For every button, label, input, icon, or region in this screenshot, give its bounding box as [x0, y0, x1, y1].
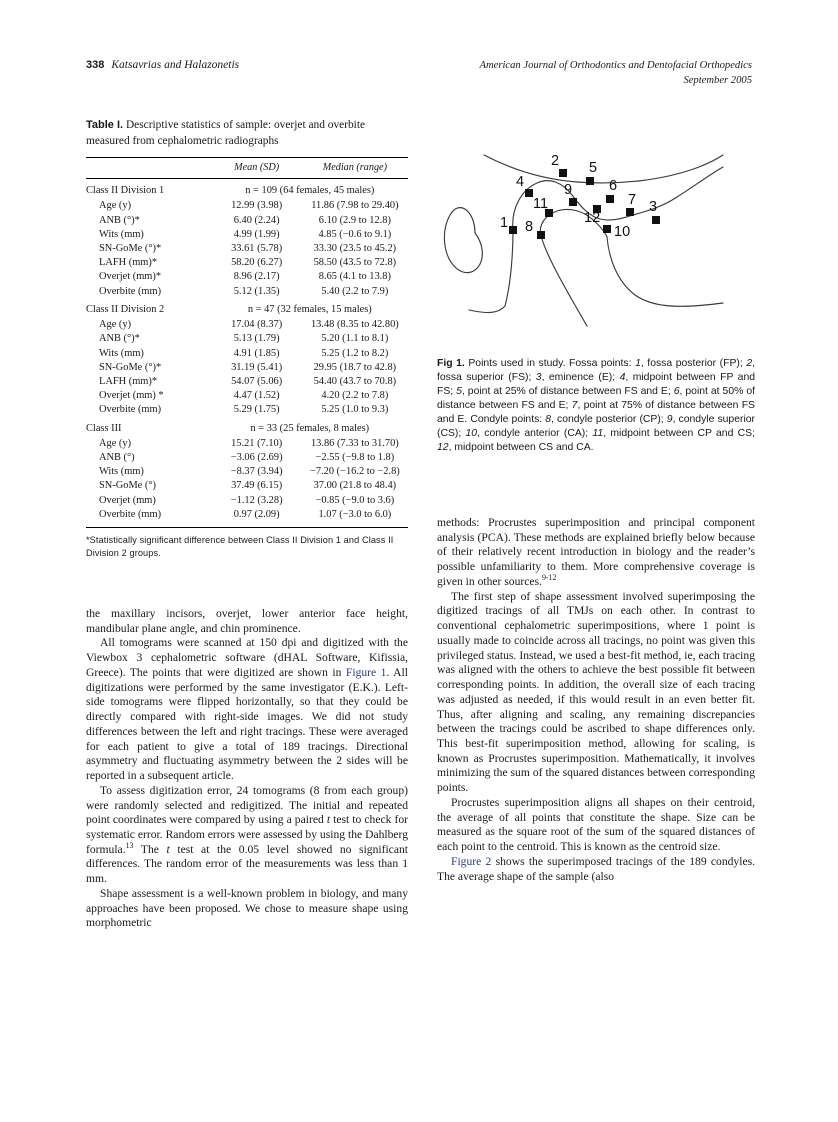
figure-point-text-6: , point at 50% of distance between FS and E;: [437, 385, 755, 411]
table-row: [86, 347, 408, 361]
paragraph: [437, 590, 755, 796]
landmark-label-1: 1: [500, 215, 509, 231]
row-label: Age (y): [99, 437, 132, 449]
row-mean-sd: 12.99 (3.98): [231, 200, 283, 212]
row-median-range: 54.40 (43.7 to 70.8): [313, 375, 397, 387]
row-mean-sd: 31.19 (5.41): [231, 361, 283, 373]
table-row: [86, 480, 408, 494]
figure-label: Fig 1.: [437, 358, 465, 369]
posterior-descending-curve: [469, 230, 513, 313]
table-bottom-rule: [86, 528, 408, 529]
table-row: [86, 228, 408, 242]
table-row: [86, 389, 408, 403]
table-row: [86, 375, 408, 389]
row-median-range: 1.07 (−3.0 to 6.0): [318, 508, 392, 520]
figure-point-text-2: , fossa superior (FS);: [437, 358, 755, 383]
text-run: The first step of shape assessment involved superimposing the digitized tracings of all TMJs on each other. In contrast to conventional cephalometric superimpositions, where 1 point is usually made to coincide across all tracings, no point was given this privileged status. Instead, we used a best-fit method, ie, each tracing was aligned with the others to achieve the best possible fit between corresponding points. In addition, the overall size of each tracing was adjusted as needed, if this would result in an even better fit. Thus, after aligning and scaling, any remaining discrepancies between the tracings could be ascribed to shape differences only. This best-fit superimposition method, allowing for scaling, is known as Procrustes superimposition. Mathematically, it involves minimizing the sum of the squared distances between corresponding points.: [437, 589, 755, 795]
row-label: LAFH (mm)*: [99, 257, 158, 269]
row-mean-sd: 33.61 (5.78): [231, 243, 283, 254]
figure-1-caption: [437, 357, 755, 455]
row-median-range: 5.20 (1.1 to 8.1): [321, 333, 389, 345]
table-row: [86, 214, 408, 228]
group-name: Class II Division 1: [86, 179, 212, 200]
landmark-point-3: [652, 216, 660, 224]
table-group-header-row: [86, 418, 408, 437]
right-column-body: [437, 516, 755, 884]
row-label: ANB (°): [99, 452, 135, 464]
landmark-label-11: 11: [533, 196, 549, 212]
running-head-right: [480, 58, 752, 89]
condyle-neck-left-curve: [541, 236, 587, 326]
issue-date: September 2005: [683, 75, 752, 87]
figure-caption-intro: Points used in study. Fossa points:: [464, 358, 636, 369]
condyle-neck-right-curve: [607, 237, 723, 306]
row-label: ANB (°)*: [99, 333, 140, 345]
tmj-tracing-diagram: [437, 123, 755, 341]
row-label: Wits (mm): [99, 466, 144, 478]
figure-point-num-12: 12: [437, 441, 449, 453]
figure-point-text-8: , condyle posterior (CP);: [551, 413, 667, 425]
figure-point-text-7: , point at 75% of distance between FS and E. Condyle points:: [437, 399, 755, 425]
table-bottom-rule-row: [86, 528, 408, 529]
paragraph: [86, 784, 408, 887]
figure-point-text-9: , condyle superior (CS);: [437, 413, 756, 439]
text-run: Shape assessment is a well-known problem in biology, and many approaches have been proposed. We chose to measure shape using morphometric: [86, 886, 408, 930]
row-mean-sd: 54.07 (5.06): [231, 375, 283, 387]
table-caption-text: Descriptive statistics of sample: overjet and overbite measured from cephalometric radiographs: [86, 119, 366, 147]
figure-point-text-11: , midpoint between CP and CS;: [603, 427, 755, 439]
row-median-range: 4.85 (−0.6 to 9.1): [318, 228, 392, 240]
journal-title: American Journal of Orthodontics and Dentofacial Orthopedics: [479, 60, 752, 71]
row-mean-sd: −8.37 (3.94): [230, 466, 283, 478]
row-median-range: 58.50 (43.5 to 72.8): [313, 257, 397, 269]
table-row: [86, 437, 408, 451]
figure-point-text-10: , condyle anterior (CA);: [477, 427, 593, 439]
row-median-range: 13.48 (8.35 to 42.80): [310, 319, 399, 331]
text-run: the maxillary incisors, overjet, lower anterior face height, mandibular plane angle, and chin prominence.: [86, 607, 408, 635]
text-run: methods: Procrustes superimposition and principal component analysis (PCA). These methods are explained briefly below because of their relatively recent introduction in biology and the reader’s possible unfamiliarity to them. More comprehensive coverage is given in other sources.: [437, 516, 755, 588]
running-head: [86, 58, 752, 89]
group-sample-size: n = 47 (32 females, 15 males): [247, 303, 372, 315]
table-row: [86, 403, 408, 417]
figure-point-num-8: 8: [545, 413, 552, 425]
table-row: [86, 256, 408, 270]
row-median-range: 13.86 (7.33 to 31.70): [310, 437, 399, 449]
paragraph: [437, 796, 755, 855]
row-mean-sd: 5.13 (1.79): [233, 333, 280, 345]
row-median-range: 8.65 (4.1 to 13.8): [318, 271, 391, 283]
row-label: SN-GoMe (°)*: [99, 361, 162, 373]
text-run: shows the superimposed tracings of the 189 condyles. The average shape of the sample (also: [437, 854, 755, 883]
table-caption: [86, 118, 408, 150]
row-mean-sd: −3.06 (2.69): [230, 452, 283, 464]
row-label: Overbite (mm): [99, 404, 162, 416]
row-label: Overjet (mm)*: [99, 271, 162, 283]
group-sample-size: n = 109 (64 females, 45 males): [212, 179, 408, 200]
group-name: Class III: [86, 422, 122, 434]
landmark-point-6: [606, 195, 614, 203]
figure-point-text-12: , midpoint between CS and CA.: [448, 441, 594, 453]
paragraph: [437, 855, 755, 884]
text-run: The: [133, 842, 167, 856]
row-label: Age (y): [99, 200, 132, 212]
row-label: Wits (mm): [99, 347, 144, 359]
landmark-label-6: 6: [609, 178, 618, 194]
row-median-range: 33.30 (23.5 to 45.2): [313, 243, 397, 254]
row-mean-sd: −1.12 (3.28): [230, 494, 283, 506]
text-run: test to check for systematic error. Random errors were assessed by using the Dahlberg formula.: [86, 813, 408, 856]
table-row: [86, 361, 408, 375]
row-label: SN-GoMe (°)*: [99, 243, 162, 254]
row-label: SN-GoMe (°): [99, 480, 156, 492]
figure-point-num-10: 10: [465, 427, 478, 439]
row-median-range: 5.40 (2.2 to 7.9): [321, 285, 389, 297]
table-body: [86, 179, 408, 529]
figure-point-num-2: 2: [746, 358, 753, 369]
col-header-measure: [86, 157, 212, 178]
auditory-meatus-circle: [444, 208, 482, 273]
landmark-label-7: 7: [628, 192, 637, 208]
figure-point-text-4: , midpoint between FP and FS;: [437, 371, 756, 397]
paragraph: [86, 607, 408, 636]
table-row: [86, 451, 408, 465]
landmark-point-1: [509, 226, 517, 234]
col-header-mean-sd: Mean (SD): [212, 157, 302, 178]
row-mean-sd: 5.29 (1.75): [233, 404, 280, 416]
landmark-label-10: 10: [614, 224, 631, 240]
table-row: [86, 465, 408, 479]
row-median-range: −2.55 (−9.8 to 1.8): [315, 452, 395, 464]
paragraph: [86, 636, 408, 783]
row-mean-sd: 15.21 (7.10): [231, 437, 283, 449]
landmark-number-labels: [500, 153, 657, 240]
row-label: Age (y): [99, 319, 132, 331]
table-row: [86, 332, 408, 346]
italic-text: t: [326, 813, 331, 827]
row-label: Overjet (mm) *: [99, 390, 164, 402]
landmark-point-10: [603, 225, 611, 233]
figure-point-num-4: 4: [619, 371, 626, 383]
table-label: Table I.: [86, 119, 124, 131]
figure-1-image: [437, 123, 755, 341]
row-median-range: 6.10 (2.9 to 12.8): [318, 214, 391, 226]
figure-point-num-5: 5: [456, 385, 462, 397]
row-median-range: −0.85 (−9.0 to 3.6): [315, 494, 395, 506]
text-run: test at the 0.05 level showed no significant differences. The random error of the measurements was less than 1 mm.: [86, 842, 408, 886]
table-row: [86, 200, 408, 214]
row-median-range: 37.00 (21.8 to 48.4): [313, 480, 397, 492]
text-run: . All digitizations were performed by the same investigator (E.K.). Left-side tomograms were flipped horizontally, so that they could be directly compared with right-side images. We did not study differences between the left and right tracings. These were averaged for each patient to give a total of 189 tracings. Directional asymmetry and fluctuating asymmetry between the 2 sides will be reported in a subsequent article.: [86, 665, 408, 783]
landmark-label-5: 5: [589, 160, 598, 176]
landmark-label-9: 9: [564, 182, 573, 198]
row-label: Overjet (mm): [99, 494, 156, 506]
descriptive-statistics-table: [86, 157, 408, 528]
figure-point-text-5: , point at 25% of distance between FS and E;: [461, 385, 674, 397]
table-header-row: [86, 157, 408, 178]
row-mean-sd: 0.97 (2.09): [233, 508, 280, 520]
figure-point-num-9: 9: [666, 413, 673, 425]
running-head-authors: Katsavrias and Halazonetis: [111, 59, 240, 71]
landmark-point-7: [626, 208, 634, 216]
reference-superscript[interactable]: 9-12: [541, 573, 557, 583]
figure-point-num-6: 6: [673, 385, 680, 397]
row-median-range: 5.25 (1.2 to 8.2): [321, 347, 389, 359]
row-mean-sd: 58.20 (6.27): [231, 257, 283, 269]
table-row: [86, 285, 408, 299]
paragraph: [437, 516, 755, 590]
row-mean-sd: 4.99 (1.99): [233, 228, 280, 240]
table-row: [86, 270, 408, 284]
figure-cross-reference-link[interactable]: Figure 2: [451, 854, 492, 868]
table-group-header-row: [86, 299, 408, 318]
row-label: Overbite (mm): [99, 508, 162, 520]
text-run: Procrustes superimposition aligns all shapes on their centroid, the average of all points that constitute the shape. Size can be measured as the square root of the sum of the squared distances of each point to the centroid. This is known as the centroid size.: [437, 795, 755, 854]
row-label: Overbite (mm): [99, 285, 162, 297]
landmark-label-3: 3: [649, 199, 658, 215]
row-label: Wits (mm): [99, 228, 144, 240]
text-run: All tomograms were scanned at 150 dpi and digitized with the Viewbox 3 cephalometric software (dHAL Software, Kifissia, Greece). The points that were digitized are shown in: [86, 636, 408, 679]
col-header-median-range: Median (range): [302, 157, 408, 178]
row-mean-sd: 37.49 (6.15): [231, 480, 283, 492]
figure-point-text-1: , fossa posterior (FP);: [640, 358, 747, 369]
row-mean-sd: 4.91 (1.85): [233, 347, 280, 359]
landmark-point-9: [569, 198, 577, 206]
figure-point-num-3: 3: [535, 371, 542, 383]
figure-point-num-7: 7: [571, 399, 578, 411]
table-row: [86, 242, 408, 256]
left-column-top: [86, 118, 408, 560]
row-mean-sd: 8.96 (2.17): [233, 271, 280, 283]
row-median-range: 5.25 (1.0 to 9.3): [321, 404, 389, 416]
row-median-range: 11.86 (7.98 to 29.40): [311, 200, 399, 212]
table-head: [86, 157, 408, 178]
right-column-top: [437, 118, 755, 455]
figure-point-text-3: , eminence (E);: [541, 371, 620, 383]
row-label: LAFH (mm)*: [99, 375, 158, 387]
table-row: [86, 494, 408, 508]
landmark-label-8: 8: [525, 219, 534, 235]
running-head-left: [86, 58, 239, 73]
landmark-label-2: 2: [551, 153, 560, 169]
row-label: ANB (°)*: [99, 214, 140, 226]
landmark-point-4: [525, 189, 533, 197]
text-run: To assess digitization error, 24 tomograms (8 from each group) were randomly selected and redigitized. The initial and repeated point coordinates were compared by using a paired: [86, 783, 408, 827]
row-mean-sd: 5.12 (1.35): [233, 285, 280, 297]
table-row: [86, 318, 408, 332]
italic-text: t: [166, 842, 170, 856]
landmark-label-4: 4: [516, 174, 525, 190]
table-footnote: *Statistically significant difference between Class II Division 1 and Class II Division 2 groups.: [86, 535, 394, 559]
figure-cross-reference-link[interactable]: Figure 1: [345, 665, 387, 679]
table-group-header-row: [86, 179, 408, 200]
row-median-range: 29.95 (18.7 to 42.8): [313, 361, 397, 373]
left-column-body: [86, 607, 408, 931]
figure-point-num-1: 1: [635, 358, 641, 369]
table-row: [86, 508, 408, 528]
reference-superscript[interactable]: 13: [125, 840, 134, 850]
row-mean-sd: 17.04 (8.37): [231, 319, 283, 331]
landmark-label-12: 12: [584, 210, 601, 226]
landmark-point-5: [586, 177, 594, 185]
landmark-point-2: [559, 169, 567, 177]
group-name: Class II Division 2: [86, 303, 165, 315]
page-number: 338: [86, 59, 105, 71]
group-sample-size: n = 33 (25 females, 8 males): [250, 422, 370, 434]
row-median-range: 4.20 (2.2 to 7.8): [321, 390, 389, 402]
row-mean-sd: 6.40 (2.24): [233, 214, 280, 226]
landmark-point-8: [537, 231, 545, 239]
paragraph: [86, 887, 408, 931]
row-median-range: −7.20 (−16.2 to −2.8): [310, 466, 400, 478]
row-mean-sd: 4.47 (1.52): [233, 390, 280, 402]
figure-point-num-11: 11: [592, 427, 604, 439]
